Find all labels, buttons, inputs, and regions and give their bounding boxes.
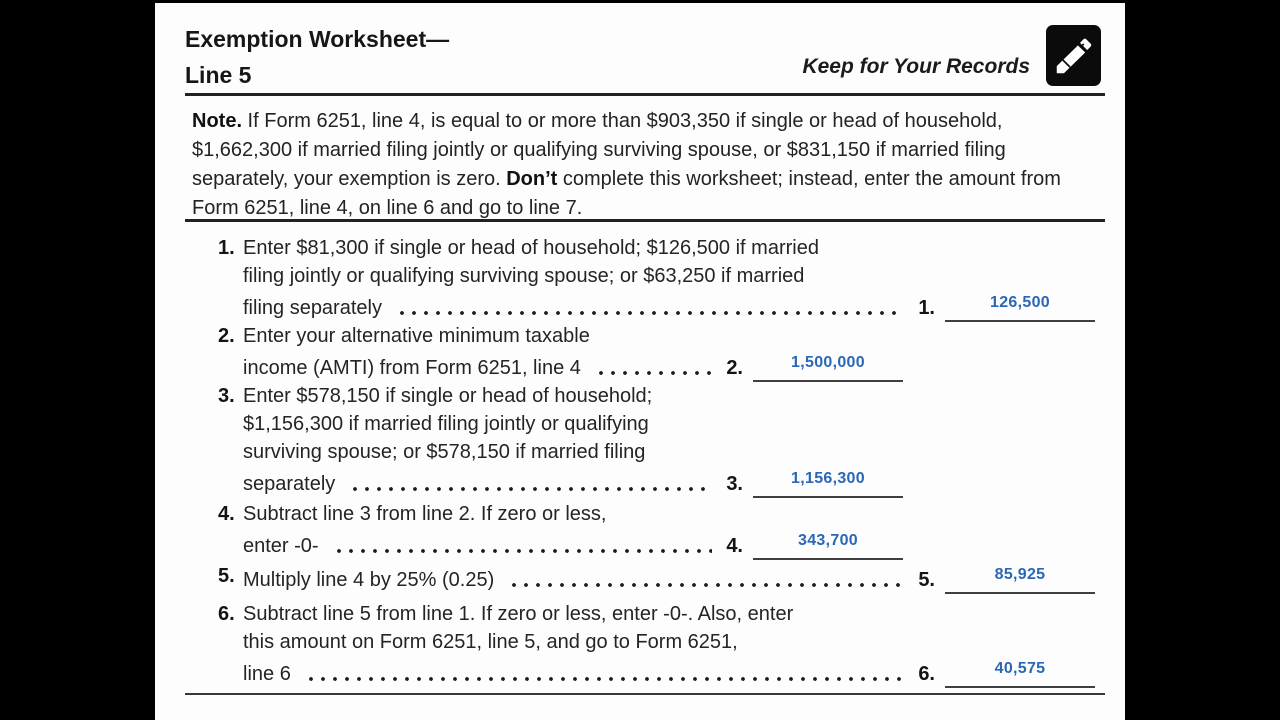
- worksheet-line-1: [218, 234, 1095, 322]
- pencil-icon: [1046, 25, 1101, 86]
- item-text-line: Enter $81,300 if single or head of household; $126,500 if married: [243, 237, 819, 259]
- entry-field-line-6[interactable]: [945, 656, 1095, 688]
- item-text-line: this amount on Form 6251, line 5, and go to Form 6251,: [243, 631, 738, 653]
- dot-leader: [305, 677, 905, 681]
- entry-value[interactable]: 343,700: [798, 532, 858, 549]
- worksheet-line-6: [218, 600, 1095, 688]
- entry-field-line-3[interactable]: [753, 466, 903, 498]
- entry-number: 3.: [726, 473, 743, 495]
- item-text-line: separately: [243, 473, 336, 495]
- worksheet-line-5: [218, 562, 1095, 594]
- note-line: separately, your exemption is zero. Don’t complete this worksheet; instead, enter the amount from: [192, 168, 1061, 190]
- note-line: Note. If Form 6251, line 4, is equal to or more than $903,350 if single or head of household,: [192, 110, 1003, 132]
- entry-value[interactable]: 126,500: [990, 294, 1050, 311]
- entry-field-line-1[interactable]: [945, 290, 1095, 322]
- worksheet-line-2: [218, 322, 1095, 382]
- entry-number: 2.: [726, 357, 743, 379]
- page-title: [185, 21, 449, 93]
- note-line: $1,662,300 if married filing jointly or qualifying surviving spouse, or $831,150 if married filing: [192, 139, 1006, 161]
- dot-leader: [333, 549, 713, 553]
- item-text-line: line 6: [243, 663, 291, 685]
- entry-value[interactable]: 85,925: [994, 566, 1046, 583]
- entry-field-line-2[interactable]: [753, 350, 903, 382]
- item-text-line: Subtract line 3 from line 2. If zero or less,: [243, 503, 607, 525]
- dot-leader: [349, 487, 712, 491]
- item-text-line: Multiply line 4 by 25% (0.25): [243, 569, 495, 591]
- item-number: 3.: [218, 385, 235, 407]
- entry-field-line-4[interactable]: [753, 528, 903, 560]
- item-text-line: $1,156,300 if married filing jointly or qualifying: [243, 413, 649, 435]
- item-number: 1.: [218, 237, 235, 259]
- item-number: 2.: [218, 325, 235, 347]
- note-label: Note.: [192, 110, 242, 132]
- item-text-line: enter -0-: [243, 535, 319, 557]
- note-line: Form 6251, line 4, on line 6 and go to line 7.: [192, 197, 583, 219]
- entry-line-4: [726, 528, 903, 560]
- entry-value[interactable]: 1,156,300: [791, 470, 865, 487]
- item-text-line: income (AMTI) from Form 6251, line 4: [243, 357, 581, 379]
- header-divider: [185, 93, 1105, 96]
- worksheet-page: [155, 3, 1125, 720]
- entry-line-5: [918, 562, 1095, 594]
- note-paragraph: [192, 107, 1061, 223]
- entry-line-1: [918, 290, 1095, 322]
- item-text-line: filing separately: [243, 297, 382, 319]
- note-divider: [185, 219, 1105, 222]
- entry-value[interactable]: 1,500,000: [791, 354, 865, 371]
- entry-number: 6.: [918, 663, 935, 685]
- item-text-line: Enter $578,150 if single or head of household;: [243, 385, 653, 407]
- entry-number: 5.: [918, 569, 935, 591]
- entry-number: 4.: [726, 535, 743, 557]
- item-number: 6.: [218, 603, 235, 625]
- worksheet-line-3: [218, 382, 1095, 498]
- item-number: 5.: [218, 565, 235, 587]
- dot-leader: [396, 311, 904, 315]
- dot-leader: [508, 583, 904, 587]
- item-number: 4.: [218, 503, 235, 525]
- item-text-line: filing jointly or qualifying surviving spouse; or $63,250 if married: [243, 265, 805, 287]
- page-title-line2: Line 5: [185, 62, 252, 88]
- entry-line-3: [726, 466, 903, 498]
- item-text-line: Subtract line 5 from line 1. If zero or less, enter -0-. Also, enter: [243, 603, 794, 625]
- entry-field-line-5[interactable]: [945, 562, 1095, 594]
- entry-number: 1.: [918, 297, 935, 319]
- entry-value[interactable]: 40,575: [994, 660, 1046, 677]
- bottom-divider: [185, 693, 1105, 695]
- entry-line-6: [918, 656, 1095, 688]
- keep-for-records-label: Keep for Your Records: [802, 55, 1030, 78]
- page-title-line1: Exemption Worksheet—: [185, 26, 450, 52]
- dot-leader: [595, 371, 712, 375]
- entry-line-2: [726, 350, 903, 382]
- note-dont-bold: Don’t: [506, 168, 558, 190]
- item-text-line: surviving spouse; or $578,150 if married filing: [243, 441, 646, 463]
- worksheet-line-4: [218, 500, 1095, 560]
- item-text-line: Enter your alternative minimum taxable: [243, 325, 590, 347]
